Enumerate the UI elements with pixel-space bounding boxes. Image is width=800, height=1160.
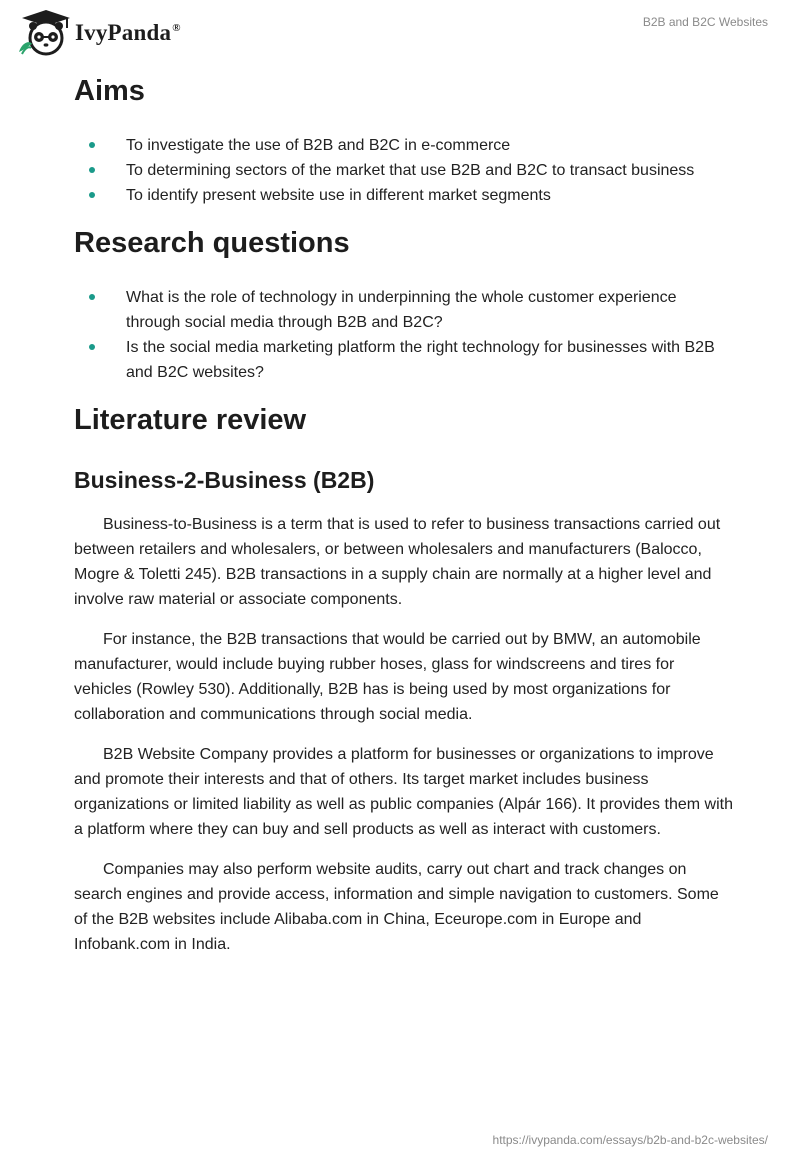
panda-mascot-icon [16,8,72,58]
list-item: What is the role of technology in underpinning the whole customer experience through social media through B2B and B2C? [74,285,734,335]
source-url[interactable]: https://ivypanda.com/essays/b2b-and-b2c-websites/ [492,1133,768,1147]
list-item: To identify present website use in different market segments [74,183,734,208]
document-title: B2B and B2C Websites [642,15,768,29]
research-questions-heading: Research questions [74,227,350,259]
paragraph: Business-to-Business is a term that is used to refer to business transactions carried out between retailers and wholesalers, or between wholesalers and manufacturers (Balocco, Mogre & Toletti 245). B2B transactions in a supply chain are normally at a higher level and involve raw material or associate components. [74,516,721,608]
research-questions-list [74,285,734,385]
brand-logo[interactable] [16,8,181,58]
brand-name: IvyPanda® [75,20,181,45]
bullet-icon [89,294,95,300]
aims-list [74,133,734,208]
paragraph: For instance, the B2B transactions that would be carried out by BMW, an automobile manufacturer, would include buying rubber hoses, glass for windscreens and tires for vehicles (Rowley 530). Additionally, B2B has is being used by most organizations for collaboration and communications through social media. [74,631,701,723]
bullet-icon [89,192,95,198]
literature-review-heading: Literature review [74,404,307,436]
b2b-subheading: Business-2-Business (B2B) [74,467,375,493]
essay-content [74,66,734,972]
bullet-icon [89,167,95,173]
paragraph: B2B Website Company provides a platform for businesses or organizations to improve and promote their interests and that of others. Its target market includes business organizations or limited liability as well as public companies (Alpár 166). It provides them with a platform where they can buy and sell products as well as interact with customers. [74,746,733,838]
aims-heading: Aims [74,75,145,107]
bullet-icon [89,344,95,350]
list-item: Is the social media marketing platform the right technology for businesses with B2B and B2C websites? [74,335,734,385]
list-item: To investigate the use of B2B and B2C in e-commerce [74,133,734,158]
list-item: To determining sectors of the market that use B2B and B2C to transact business [74,158,734,183]
paragraph: Companies may also perform website audits, carry out chart and track changes on search engines and provide access, information and simple navigation to customers. Some of the B2B websites include Alibaba.com in China, Eceurope.com in Europe and Infobank.com in India. [74,861,719,953]
bullet-icon [89,142,95,148]
